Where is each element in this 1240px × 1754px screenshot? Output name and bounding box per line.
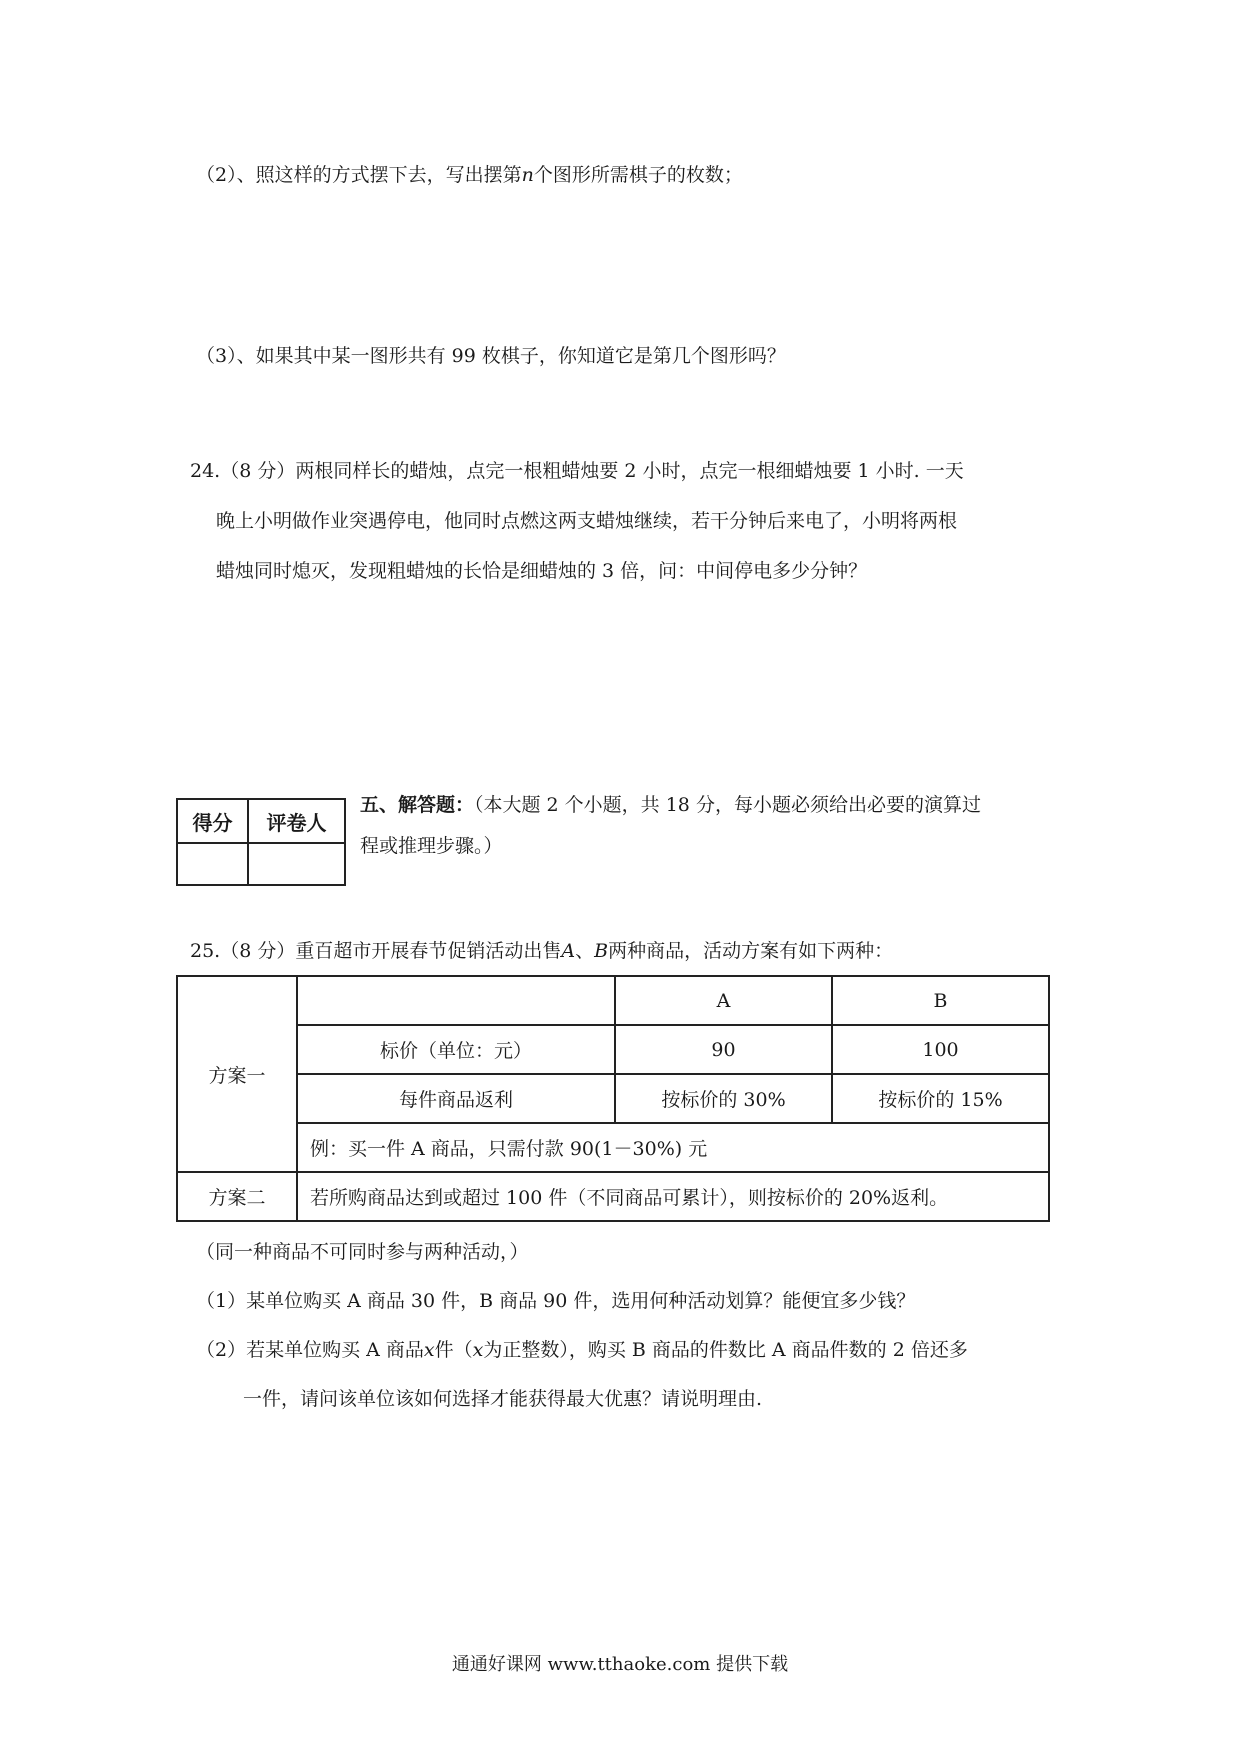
grader-header: 评卷人: [248, 799, 345, 843]
grader-cell[interactable]: [248, 843, 345, 885]
rebate-label: 每件商品返利: [297, 1074, 615, 1123]
plan1-label: 方案一: [177, 976, 297, 1172]
plan1-example: 例：买一件 A 商品，只需付款 90(1－30%) 元: [297, 1123, 1049, 1172]
q23-part3: （3）、如果其中某一图形共有 99 枚棋子，你知道它是第几个图形吗？: [196, 345, 786, 367]
q25-note: （同一种商品不可同时参与两种活动，）: [196, 1241, 529, 1263]
rebate-a: 按标价的 30%: [615, 1074, 832, 1123]
price-b: 100: [832, 1025, 1049, 1074]
rebate-b: 按标价的 15%: [832, 1074, 1049, 1123]
q25-intro: 25.（8 分）重百超市开展春节促销活动出售A、B两种商品，活动方案有如下两种：: [190, 940, 894, 962]
footer-source: 通通好课网 www.tthaoke.com 提供下载: [451, 1654, 789, 1675]
score-header: 得分: [177, 799, 248, 843]
q25-sub2-line2: 一件，请问该单位该如何选择才能获得最大优惠？请说明理由.: [243, 1388, 763, 1410]
plan2-label: 方案二: [177, 1172, 297, 1221]
var-n: n: [521, 164, 534, 186]
q25-sub1: （1）某单位购买 A 商品 30 件，B 商品 90 件，选用何种活动划算？能便宜多少钱？: [196, 1290, 916, 1312]
header-a: A: [615, 976, 832, 1025]
plan2-desc: 若所购商品达到或超过 100 件（不同商品可累计），则按标价的 20%返利。: [297, 1172, 1049, 1221]
score-cell[interactable]: [177, 843, 248, 885]
q23-part2: （2）、照这样的方式摆下去，写出摆第n个图形所需棋子的枚数；: [196, 164, 743, 186]
section5-line2: 程或推理步骤。）: [360, 835, 503, 857]
q25-sub2-line1: （2）若某单位购买 A 商品x件（x为正整数），购买 B 商品的件数比 A 商品件数的 2 倍还多: [196, 1339, 968, 1361]
section5-heading: 五、解答题：: [360, 794, 475, 816]
plan-table: [176, 975, 1050, 1222]
section5-line1: 五、解答题：（本大题 2 个小题，共 18 分，每小题必须给出必要的演算过: [360, 794, 981, 816]
price-label: 标价（单位：元）: [297, 1025, 615, 1074]
q24-line2: 晚上小明做作业突遇停电，他同时点燃这两支蜡烛继续，若干分钟后来电了，小明将两根: [216, 510, 958, 532]
header-b: B: [832, 976, 1049, 1025]
header-blank: [297, 976, 615, 1025]
q24-line1: 24.（8 分）两根同样长的蜡烛，点完一根粗蜡烛要 2 小时，点完一根细蜡烛要 1 小时. 一天: [190, 460, 964, 482]
score-box: [176, 798, 346, 886]
q24-line3: 蜡烛同时熄灭，发现粗蜡烛的长恰是细蜡烛的 3 倍，问：中间停电多少分钟？: [216, 560, 868, 582]
price-a: 90: [615, 1025, 832, 1074]
